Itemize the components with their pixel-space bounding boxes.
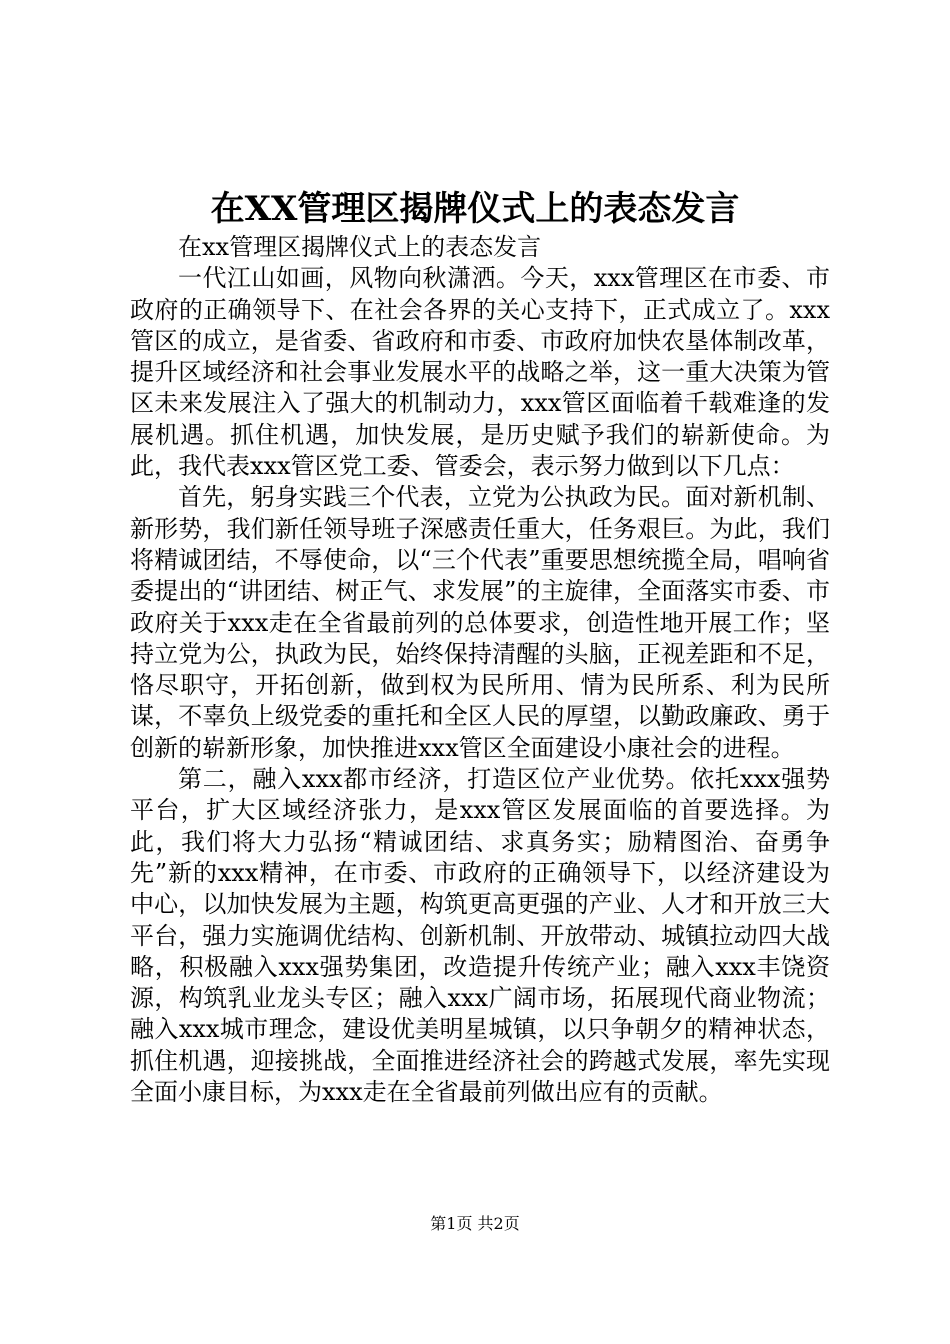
page-footer: 第1页 共2页 <box>430 1214 520 1233</box>
paragraph-opening: 一代江山如画，风物向秋潇洒。今天，xxx管理区在市委、市政府的正确领导下、在社会各界的关心支持下，正式成立了。xxx管区的成立，是省委、省政府和市委、市政府加快农垦体制改革，提升区域经济和社会事业发展水平的战略之举，这一重大决策为管区未来发展注入了强大的机制动力，xxx管区面临着千载难逢的发展机遇。抓住机遇，加快发展，是历史赋予我们的崭新使命。为此，我代表xxx管区党工委、管委会，表示努力做到以下几点： <box>130 264 830 481</box>
document-body <box>130 232 830 1108</box>
document-title: 在XX管理区揭牌仪式上的表态发言 <box>210 189 740 229</box>
paragraph-first-point: 首先，躬身实践三个代表，立党为公执政为民。面对新机制、新形势，我们新任领导班子深感责任重大，任务艰巨。为此，我们将精诚团结，不辱使命，以“三个代表”重要思想统揽全局，唱响省委提出的“讲团结、树正气、求发展”的主旋律，全面落实市委、市政府关于xxx走在全省最前列的总体要求，创造性地开展工作；坚持立党为公，执政为民，始终保持清醒的头脑，正视差距和不足，恪尽职守，开拓创新，做到权为民所用、情为民所系、利为民所谋，不辜负上级党委的重托和全区人民的厚望，以勤政廉政、勇于创新的崭新形象，加快推进xxx管区全面建设小康社会的进程。 <box>130 483 830 762</box>
document-subtitle: 在xx管理区揭牌仪式上的表态发言 <box>178 233 542 261</box>
paragraph-second-point: 第二，融入xxx都市经济，打造区位产业优势。依托xxx强势平台，扩大区域经济张力，是xxx管区发展面临的首要选择。为此，我们将大力弘扬“精诚团结、求真务实；励精图治、奋勇争先”新的xxx精神，在市委、市政府的正确领导下，以经济建设为中心，以加快发展为主题，构筑更高更强的产业、人才和开放三大平台，强力实施调优结构、创新机制、开放带动、城镇拉动四大战略，积极融入xxx强势集团，改造提升传统产业；融入xxx丰饶资源，构筑乳业龙头专区；融入xxx广阔市场，拓展现代商业物流；融入xxx城市理念，建设优美明星城镇，以只争朝夕的精神状态，抓住机遇，迎接挑战，全面推进经济社会的跨越式发展，率先实现全面小康目标，为xxx走在全省最前列做出应有的贡献。 <box>130 765 830 1107</box>
